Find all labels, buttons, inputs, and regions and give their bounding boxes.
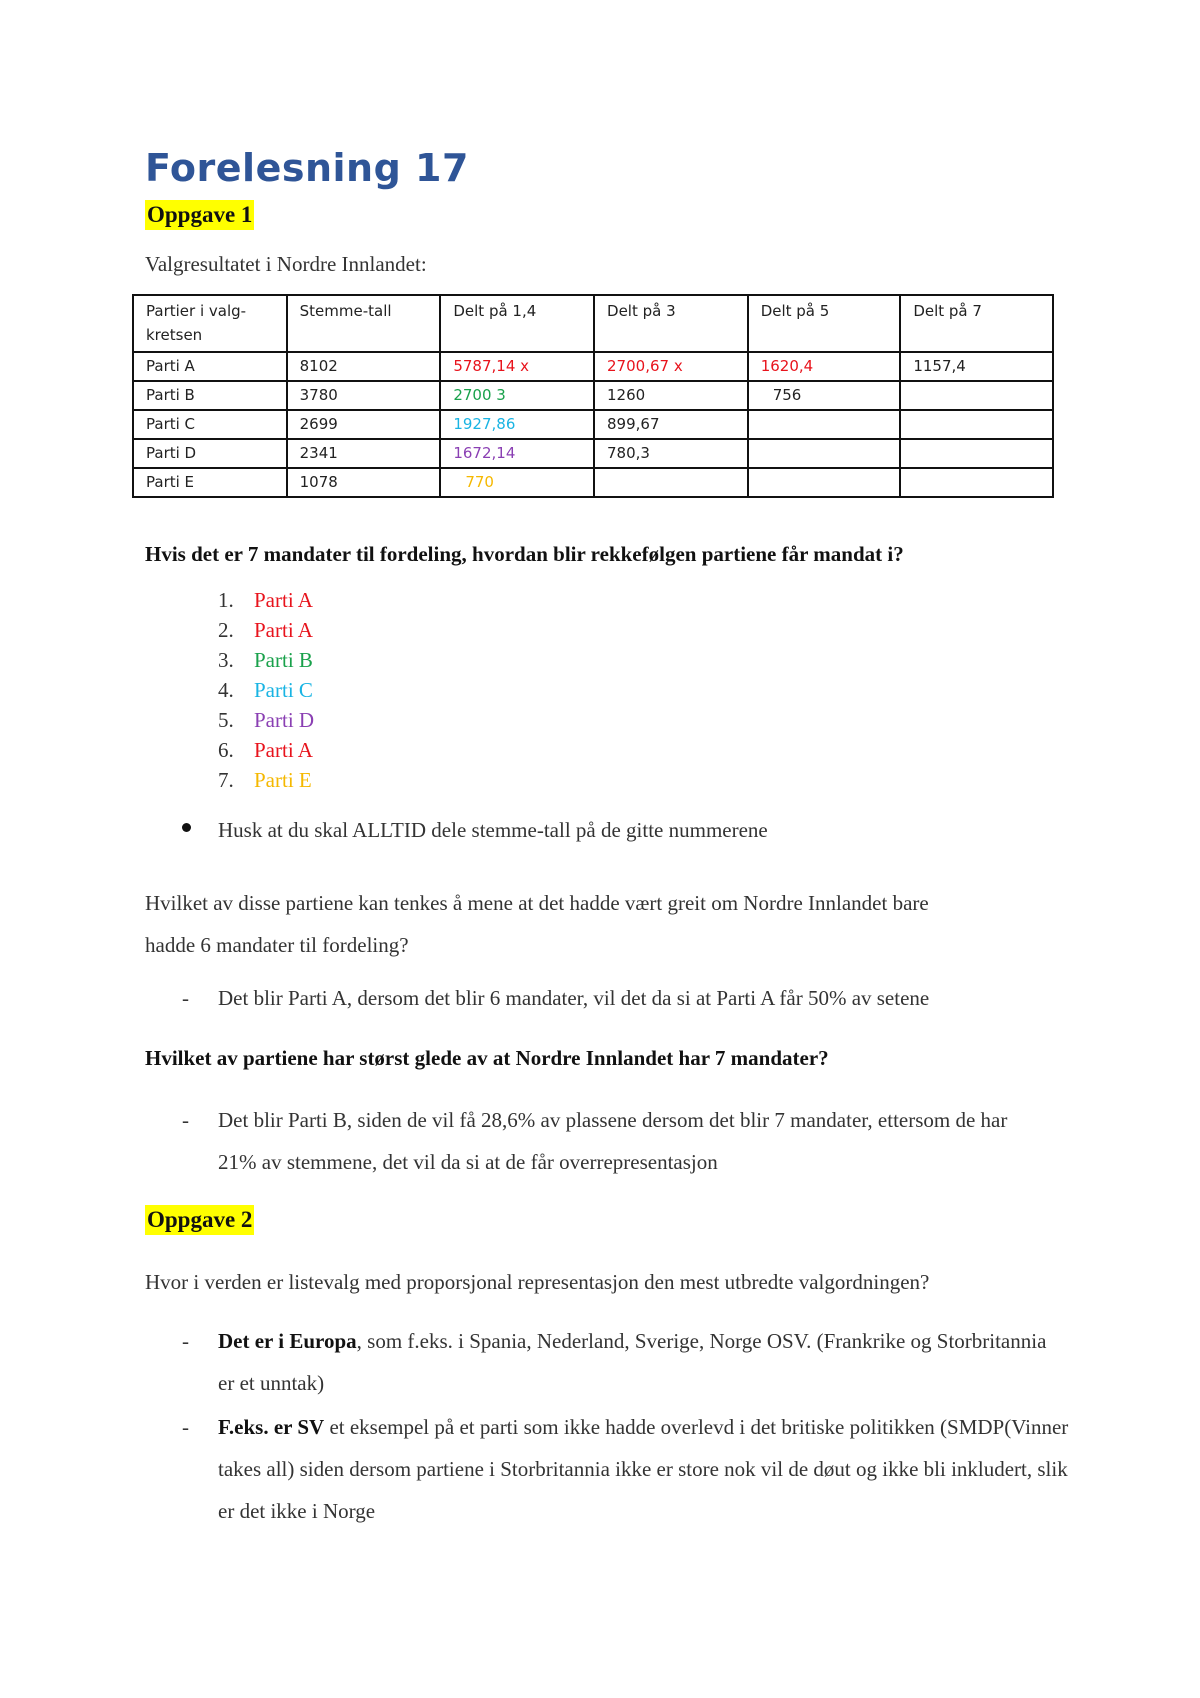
table-cell: 1260 <box>594 381 748 410</box>
list-item: 6. Parti A <box>218 738 313 762</box>
table-cell: 756 <box>748 381 901 410</box>
table-row <box>133 410 1053 439</box>
task1-heading: Oppgave 1 <box>145 200 254 230</box>
header-cell: Delt på 7 <box>900 295 1053 352</box>
table-row <box>133 468 1053 497</box>
seat-order-list <box>218 585 314 795</box>
table-cell: 1620,4 <box>748 352 901 381</box>
table-cell <box>900 410 1053 439</box>
bullet-note: Husk at du skal ALLTID dele stemme-tall på de gitte nummerene <box>218 818 768 842</box>
table-cell: 1672,14 <box>440 439 594 468</box>
dash-marker: - <box>182 1329 189 1353</box>
table-row <box>133 352 1053 381</box>
table-cell: Parti B <box>133 381 287 410</box>
table-cell: 899,67 <box>594 410 748 439</box>
dash-marker: - <box>182 986 189 1010</box>
task2-heading: Oppgave 2 <box>145 1205 254 1235</box>
question-seat-order: Hvis det er 7 mandater til fordeling, hvordan blir rekkefølgen partiene får mandat i? <box>145 542 904 566</box>
table-cell: 770 <box>440 468 594 497</box>
list-item: 1. Parti A <box>218 588 313 612</box>
question-six-seats: Hvilket av disse partiene kan tenkes å mene at det hadde vært greit om Nordre Innlandet bare hadde 6 mandater til fordeling? <box>145 891 929 957</box>
table-cell <box>748 468 901 497</box>
table-row <box>133 381 1053 410</box>
table-cell: 1157,4 <box>900 352 1053 381</box>
table-cell: 3780 <box>287 381 441 410</box>
table-cell: 1078 <box>287 468 441 497</box>
task2-answer-europe: Det er i Europa, som f.eks. i Spania, Nederland, Sverige, Norge OSV. (Frankrike og Storbritannia er et unntak) <box>218 1329 1047 1395</box>
page-title: Forelesning 17 <box>145 146 469 190</box>
list-item: 7. Parti E <box>218 768 312 792</box>
header-cell: Partier i valg-kretsen <box>133 295 287 352</box>
table-cell: 2699 <box>287 410 441 439</box>
table-cell: 8102 <box>287 352 441 381</box>
table-cell <box>594 468 748 497</box>
task1-intro: Valgresultatet i Nordre Innlandet: <box>145 252 427 276</box>
table-cell: 2700 3 <box>440 381 594 410</box>
table-cell: Parti C <box>133 410 287 439</box>
table-cell <box>748 410 901 439</box>
table-cell: Parti D <box>133 439 287 468</box>
list-item: 3. Parti B <box>218 648 313 672</box>
question-seven-seats: Hvilket av partiene har størst glede av at Nordre Innlandet har 7 mandater? <box>145 1046 829 1070</box>
answer-seven-seats: Det blir Parti B, siden de vil få 28,6% av plassene dersom det blir 7 mandater, ettersom de har 21% av stemmene, det vil da si at de får overrepresentasjon <box>218 1108 1008 1174</box>
table-cell <box>900 468 1053 497</box>
list-item: 5. Parti D <box>218 708 315 732</box>
answer-six-seats: Det blir Parti A, dersom det blir 6 mandater, vil det da si at Parti A får 50% av setene <box>218 986 930 1010</box>
dash-marker: - <box>182 1108 189 1132</box>
task2-question: Hvor i verden er listevalg med proporsjonal representasjon den mest utbredte valgordningen? <box>145 1270 930 1294</box>
header-cell: Delt på 3 <box>594 295 748 352</box>
table-cell: Parti A <box>133 352 287 381</box>
table-cell <box>748 439 901 468</box>
list-item: 2. Parti A <box>218 618 313 642</box>
table-header-row <box>133 295 1053 352</box>
table-cell: Parti E <box>133 468 287 497</box>
results-table <box>132 294 1054 498</box>
list-item: 4. Parti C <box>218 678 313 702</box>
header-cell: Delt på 1,4 <box>440 295 594 352</box>
table-cell: 2341 <box>287 439 441 468</box>
bullet-dot-icon <box>182 823 191 832</box>
dash-marker: - <box>182 1415 189 1439</box>
table-cell: 1927,86 <box>440 410 594 439</box>
header-cell: Delt på 5 <box>748 295 901 352</box>
header-cell: Stemme-tall <box>287 295 441 352</box>
table-cell: 780,3 <box>594 439 748 468</box>
task2-answer-sv: F.eks. er SV et eksempel på et parti som ikke hadde overlevd i det britiske politikken (SMDP(Vinner takes all) siden dersom partiene i Storbritannia ikke er store nok vil de døut og ikke bli inkludert, slik er det ikke i Norge <box>218 1415 1069 1523</box>
table-row <box>133 439 1053 468</box>
table-cell <box>900 381 1053 410</box>
table-cell <box>900 439 1053 468</box>
table-cell: 2700,67 x <box>594 352 748 381</box>
table-cell: 5787,14 x <box>440 352 594 381</box>
